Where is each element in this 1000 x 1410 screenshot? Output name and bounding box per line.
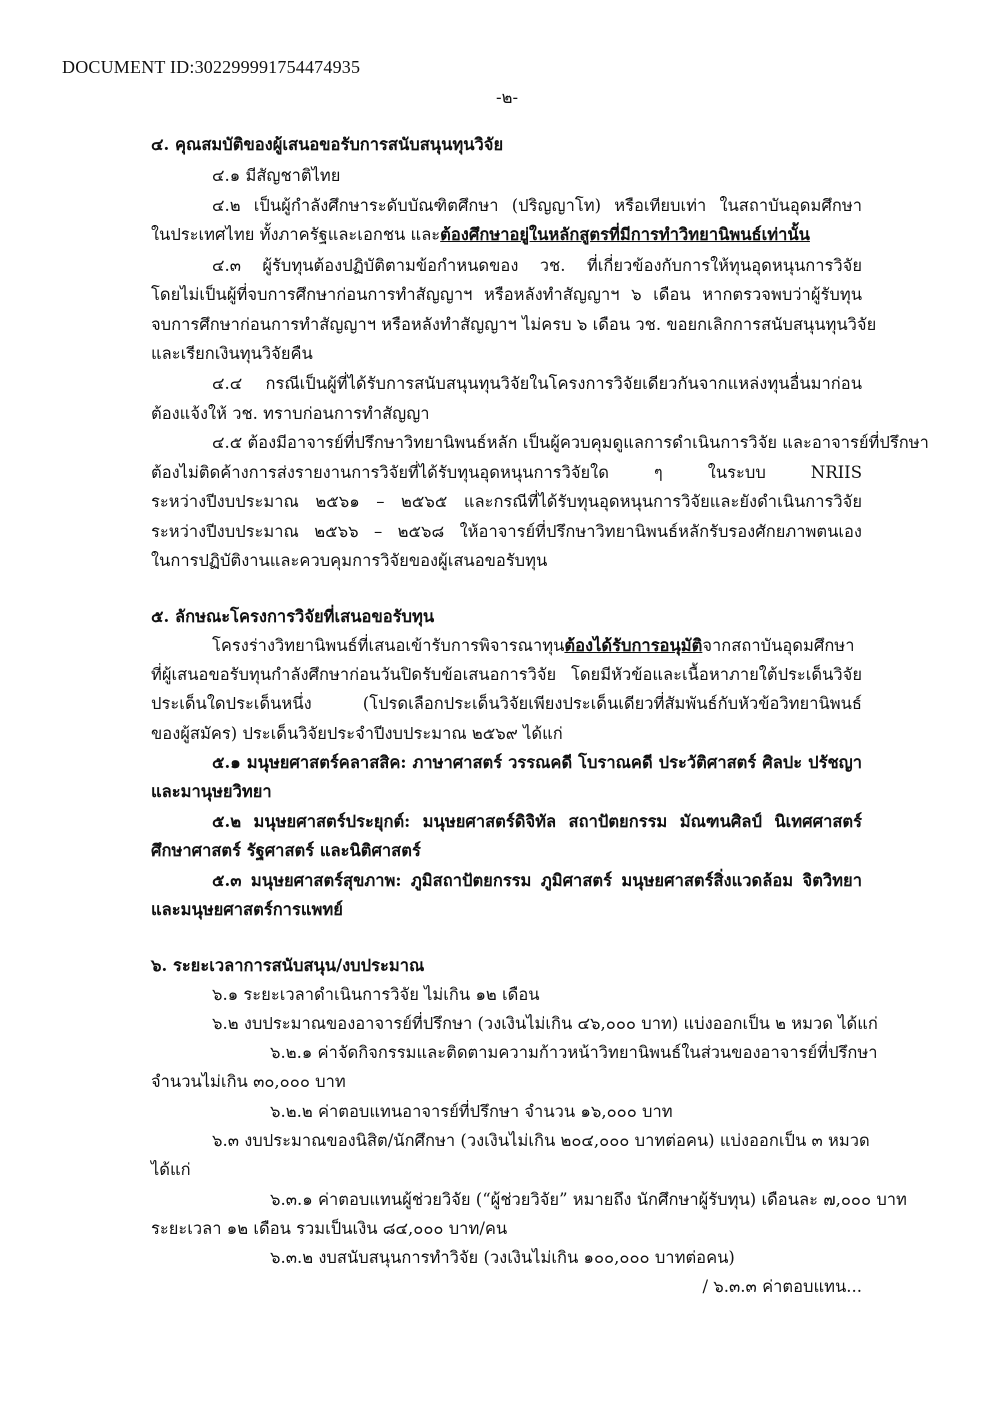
s6-line-5: ๖.๒.๒ ค่าตอบแทนอาจารย์ที่ปรึกษา จำนวน ๑๖,๐๐๐ บาท: [270, 1102, 673, 1121]
s4-line-1: ๔.๑ มีสัญชาติไทย: [212, 166, 341, 185]
s6-line-1: ๖.๑ ระยะเวลาดำเนินการวิจัย ไม่เกิน ๑๒ เดือน: [212, 985, 540, 1004]
continuation-note: / ๖.๓.๓ ค่าตอบแทน...: [702, 1277, 862, 1296]
s5-line-9: ๕.๓ มนุษยศาสตร์สุขภาพ: ภูมิสถาปัตยกรรม ภูมิศาสตร์ มนุษยศาสตร์สิ่งแวดล้อม จิตวิทยา: [212, 871, 862, 890]
s4-line-13: ระหว่างปีงบประมาณ ๒๕๖๖ – ๒๕๖๘ ให้อาจารย์ที่ปรึกษาวิทยานิพนธ์หลักรับรองศักยภาพตนเอง: [151, 522, 862, 541]
section-4-heading: ๔. คุณสมบัติของผู้เสนอขอรับการสนับสนุนทุนวิจัย: [151, 135, 504, 154]
s4-line-14: ในการปฏิบัติงานและควบคุมการวิจัยของผู้เสนอขอรับทุน: [151, 551, 548, 570]
s5-line-8: ศึกษาศาสตร์ รัฐศาสตร์ และนิติศาสตร์: [151, 841, 421, 860]
section-6-heading: ๖. ระยะเวลาการสนับสนุน/งบประมาณ: [151, 956, 425, 975]
s4-line-4: ๔.๓ ผู้รับทุนต้องปฏิบัติตามข้อกำหนดของ วช. ที่เกี่ยวข้องกับการให้ทุนอุดหนุนการวิจัย: [212, 256, 862, 275]
s4-line-8: ๔.๔ กรณีเป็นผู้ที่ได้รับการสนับสนุนทุนวิจัยในโครงการวิจัยเดียวกันจากแหล่งทุนอื่นมาก่อน: [212, 374, 862, 393]
s5-line-1: [212, 635, 854, 657]
s6-line-8: ๖.๓.๑ ค่าตอบแทนผู้ช่วยวิจัย (“ผู้ช่วยวิจัย” หมายถึง นักศึกษาผู้รับทุน) เดือนละ ๗,๐๐๐ บาท: [270, 1190, 907, 1209]
s6-line-2: ๖.๒ งบประมาณของอาจารย์ที่ปรึกษา (วงเงินไม่เกิน ๔๖,๐๐๐ บาท) แบ่งออกเป็น ๒ หมวด ได้แก่: [212, 1014, 878, 1033]
s4-line-7: และเรียกเงินทุนวิจัยคืน: [151, 344, 313, 363]
s5-line-1-tail: จากสถาบันอุดมศึกษา: [702, 636, 855, 655]
document-id: DOCUMENT ID:302299991754474935: [62, 57, 361, 77]
s4-line-10: ๔.๕ ต้องมีอาจารย์ที่ปรึกษาวิทยานิพนธ์หลัก เป็นผู้ควบคุมดูแลการดำเนินการวิจัย และอาจารย์ที่ปรึกษา: [212, 433, 929, 452]
s4-line-2: ๔.๒ เป็นผู้กำลังศึกษาระดับบัณฑิตศึกษา (ปริญญาโท) หรือเทียบเท่า ในสถาบันอุดมศึกษา: [212, 196, 862, 215]
s5-line-2: ที่ผู้เสนอขอรับทุนกำลังศึกษาก่อนวันปิดรับข้อเสนอการวิจัย โดยมีหัวข้อและเนื้อหาภายใต้ประเด็นวิจัย: [151, 665, 862, 684]
s6-line-9: ระยะเวลา ๑๒ เดือน รวมเป็นเงิน ๘๔,๐๐๐ บาท/คน: [151, 1219, 508, 1238]
s5-line-10: และมนุษยศาสตร์การแพทย์: [151, 900, 343, 919]
s6-line-4: จำนวนไม่เกิน ๓๐,๐๐๐ บาท: [151, 1072, 346, 1091]
s6-line-3: ๖.๒.๑ ค่าจัดกิจกรรมและติดตามความก้าวหน้าวิทยานิพนธ์ในส่วนของอาจารย์ที่ปรึกษา: [270, 1043, 878, 1062]
page-number: -๒-: [496, 88, 519, 107]
s4-line-6: จบการศึกษาก่อนการทำสัญญาฯ หรือหลังทำสัญญาฯ ไม่ครบ ๖ เดือน วช. ขอยกเลิกการสนับสนุนทุนวิจัย: [151, 315, 877, 334]
s4-line-3-text: ในประเทศไทย ทั้งภาครัฐและเอกชน และ: [151, 225, 441, 244]
s6-line-7: ได้แก่: [151, 1160, 191, 1179]
s4-line-3-emphasis: ต้องศึกษาอยู่ในหลักสูตรที่มีการทำวิทยานิพนธ์เท่านั้น: [440, 225, 810, 244]
s5-line-1-text: โครงร่างวิทยานิพนธ์ที่เสนอเข้ารับการพิจารณาทุน: [212, 636, 565, 655]
s6-line-10: ๖.๓.๒ งบสนับสนุนการทำวิจัย (วงเงินไม่เกิน ๑๐๐,๐๐๐ บาทต่อคน): [270, 1248, 735, 1267]
s5-line-4: ของผู้สมัคร) ประเด็นวิจัยประจำปีงบประมาณ ๒๕๖๙ ได้แก่: [151, 724, 563, 743]
s5-line-6: และมานุษยวิทยา: [151, 782, 272, 801]
s4-line-11: ต้องไม่ติดค้างการส่งรายงานการวิจัยที่ได้รับทุนอุดหนุนการวิจัยใด ๆ ในระบบ NRIIS: [151, 463, 862, 482]
s5-line-3: ประเด็นใดประเด็นหนึ่ง (โปรดเลือกประเด็นวิจัยเพียงประเด็นเดียวที่สัมพันธ์กับหัวข้อวิทยานิพนธ์: [151, 694, 862, 713]
s4-line-9: ต้องแจ้งให้ วช. ทราบก่อนการทำสัญญา: [151, 404, 430, 423]
s5-line-5: ๕.๑ มนุษยศาสตร์คลาสสิค: ภาษาศาสตร์ วรรณคดี โบราณคดี ประวัติศาสตร์ ศิลปะ ปรัชญา: [212, 753, 862, 772]
s6-line-6: ๖.๓ งบประมาณของนิสิต/นักศึกษา (วงเงินไม่เกิน ๒๐๔,๐๐๐ บาทต่อคน) แบ่งออกเป็น ๓ หมวด: [212, 1131, 870, 1150]
s5-line-1-emphasis: ต้องได้รับการอนุมัติ: [564, 636, 703, 655]
s4-line-5: โดยไม่เป็นผู้ที่จบการศึกษาก่อนการทำสัญญาฯ หรือหลังทำสัญญาฯ ๖ เดือน หากตรวจพบว่าผู้รับทุน: [151, 285, 862, 304]
s4-line-3: [151, 224, 810, 246]
s4-line-12: ระหว่างปีงบประมาณ ๒๕๖๑ – ๒๕๖๕ และกรณีที่ได้รับทุนอุดหนุนการวิจัยและยังดำเนินการวิจัย: [151, 492, 862, 511]
section-5-heading: ๕. ลักษณะโครงการวิจัยที่เสนอขอรับทุน: [151, 607, 435, 626]
s5-line-7: ๕.๒ มนุษยศาสตร์ประยุกต์: มนุษยศาสตร์ดิจิทัล สถาปัตยกรรม มัณฑนศิลป์ นิเทศศาสตร์: [212, 812, 862, 831]
